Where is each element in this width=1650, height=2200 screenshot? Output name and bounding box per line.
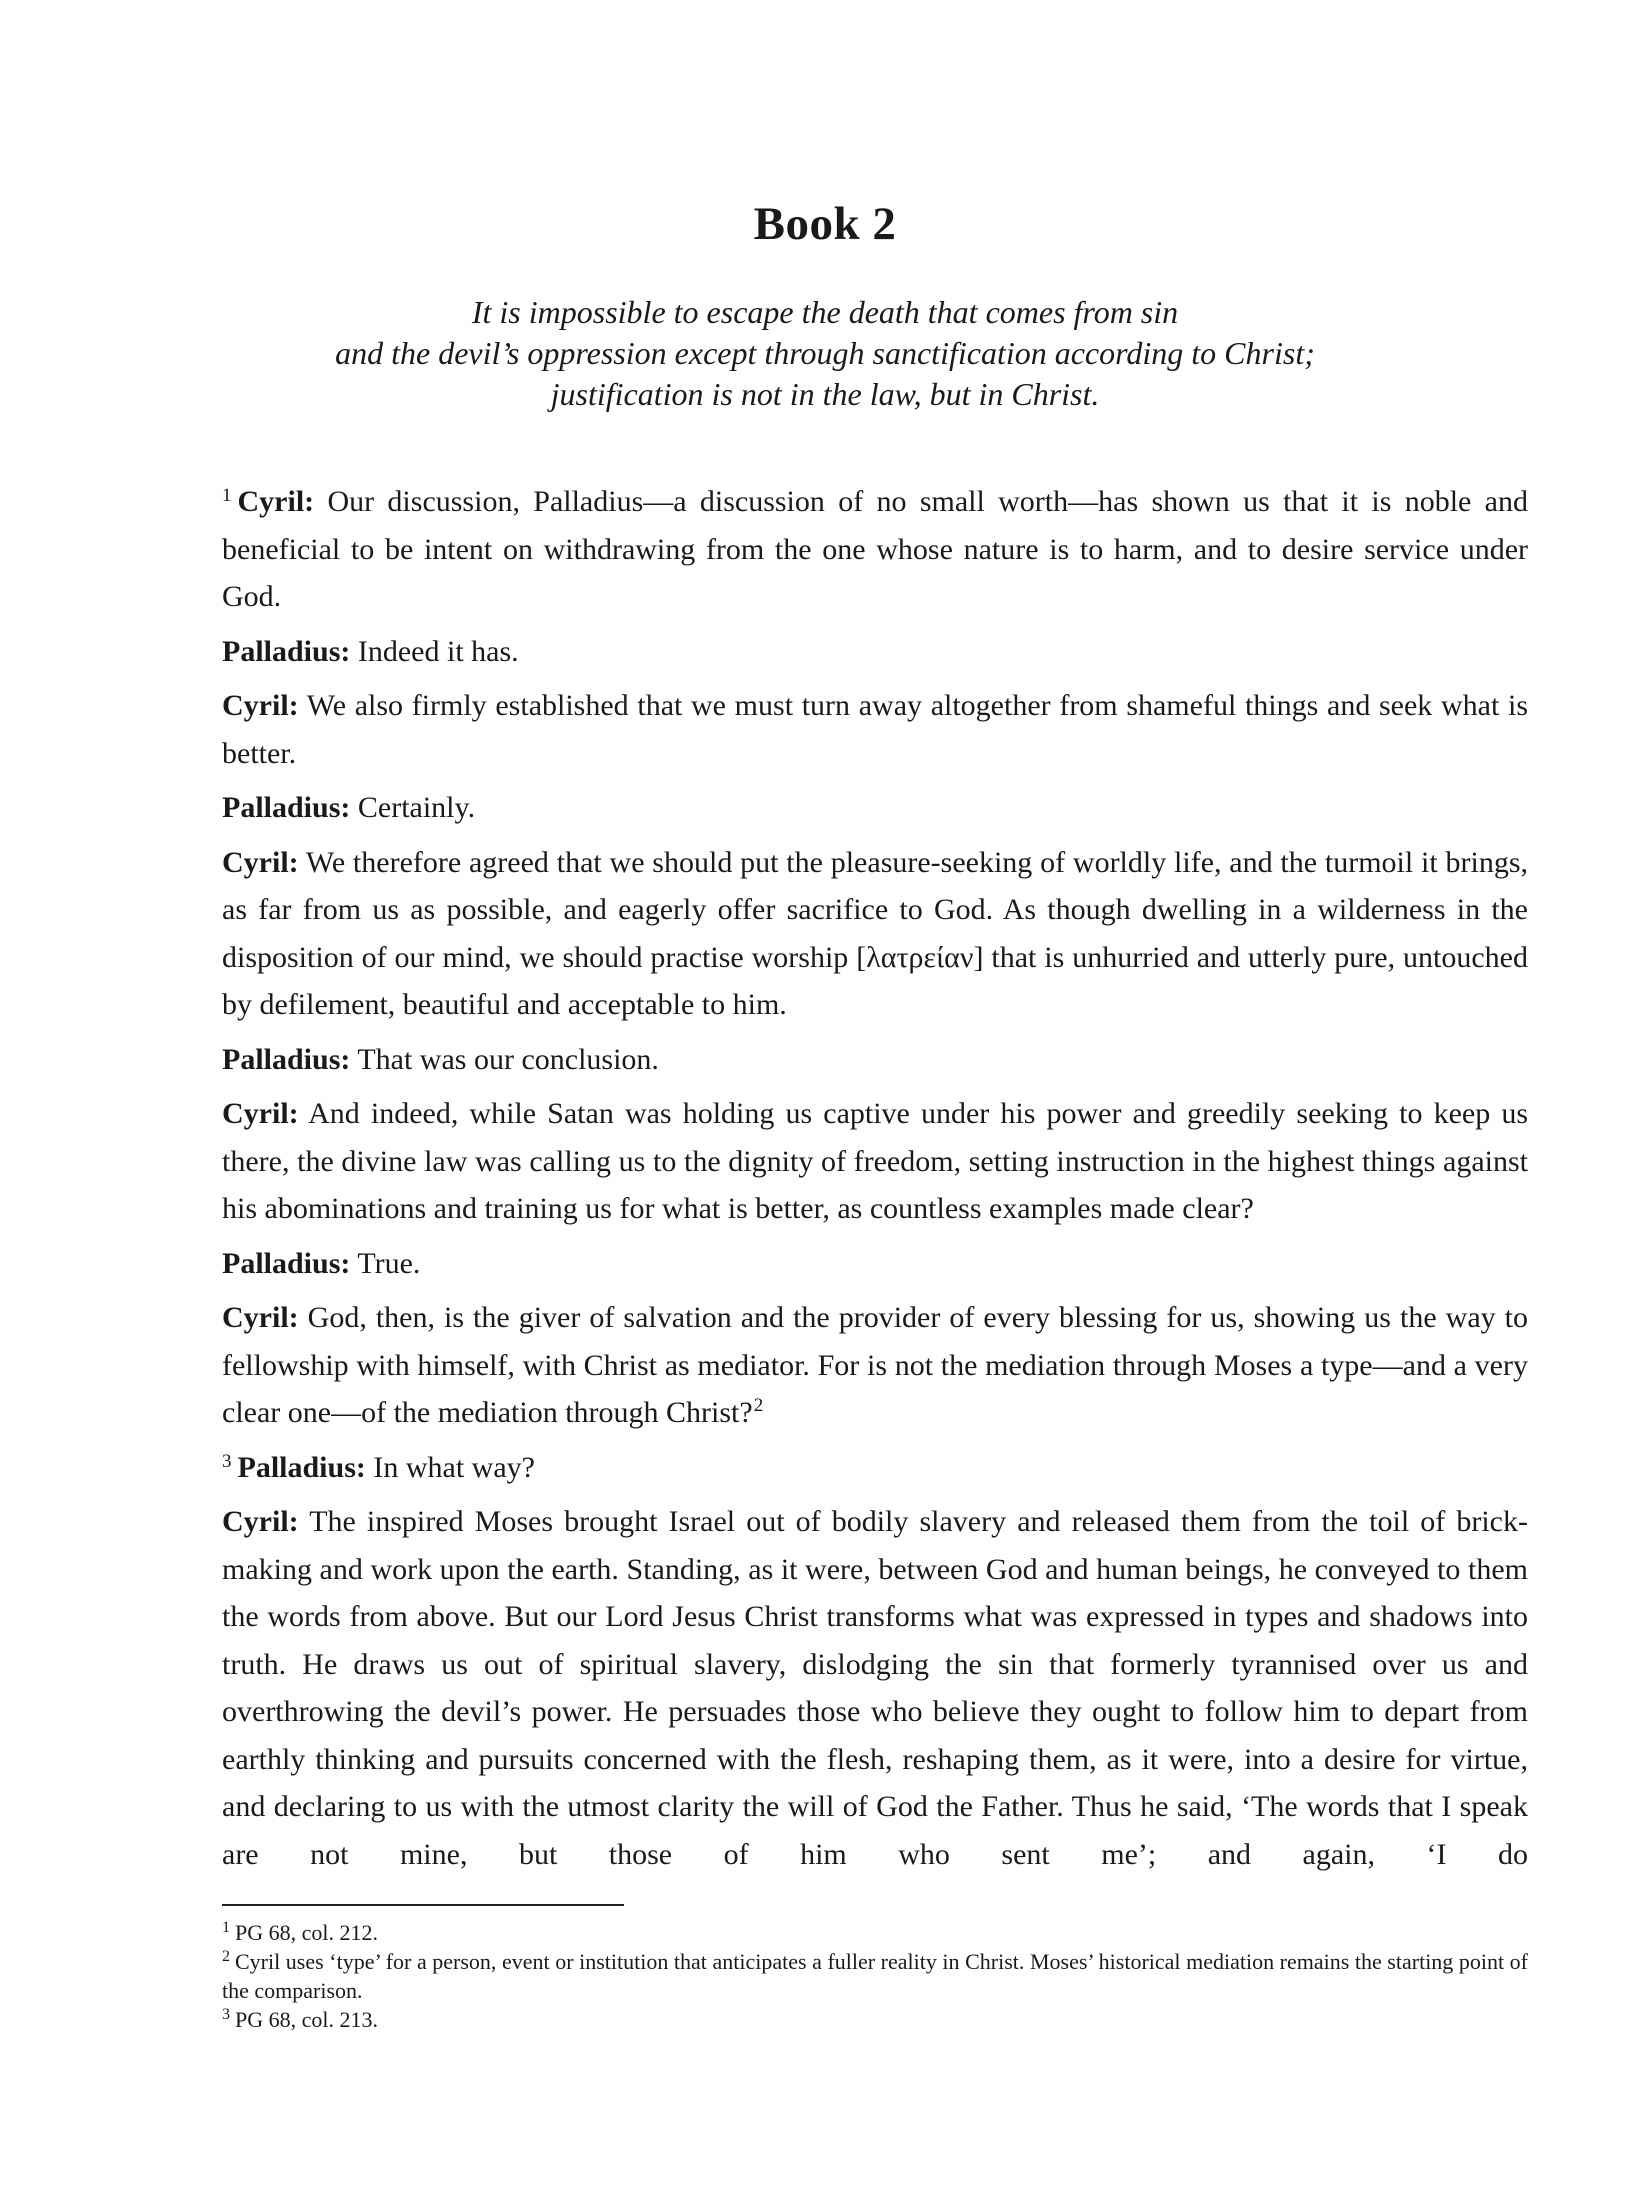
book-title: Book 2 [753, 198, 897, 250]
subtitle-line: and the devil’s oppression except through sanctification according to Christ; [335, 335, 1315, 371]
speech-text: In what way? [365, 1450, 535, 1484]
footnote-reference: 2 [753, 1395, 764, 1416]
footnote [222, 1947, 1528, 2005]
speech-text: Certainly. [350, 791, 476, 824]
speech-text: The inspired Moses brought Israel out of bodily slavery and released them from the toil of brick-making and work upon the earth. Standing, as it were, between God and human beings, he conveyed to them the words from above. But our Lord Jesus Christ transforms what was expressed in types and shadows into truth. He draws us out of spiritual slavery, dislodging the sin that formerly tyrannised over us and overthrowing the devil’s power. He persuades those who believe they ought to follow him to depart from earthly thinking and pursuits concerned with the flesh, reshaping them, as it were, into a desire for virtue, and declaring to us with the utmost clarity the will of God the Father. Thus he said, ‘The words that I speak are not mine, but those of him who sent me’; and again, ‘I do [222, 1505, 1528, 1871]
footnote [222, 2005, 1528, 2034]
speaker-name: Palladius: [222, 791, 351, 824]
dialogue-paragraph [222, 784, 1528, 832]
dialogue-paragraph [222, 628, 1528, 676]
subtitle-line: It is impossible to escape the death that comes from sin [471, 294, 1179, 330]
speech-text: And indeed, while Satan was holding us captive under his power and greedily seeking to keep us there, the divine law was calling us to the dignity of freedom, setting instruction in the highest things against his abominations and training us for what is better, as countless examples made clear? [222, 1097, 1528, 1225]
subtitle-line: justification is not in the law, but in Christ. [550, 376, 1100, 412]
footnotes-section [222, 1918, 1528, 2034]
footnote-text: Cyril uses ‘type’ for a person, event or institution that anticipates a fuller reality in Christ. Moses’ historical mediation remains the starting point of the comparison. [222, 1949, 1528, 2003]
footnote-number: 1 [222, 1919, 230, 1936]
footnote-number: 2 [222, 1948, 230, 1965]
dialogue-paragraph [222, 1036, 1528, 1084]
column-marker: 3 [222, 1450, 232, 1472]
speaker-name: Cyril: [222, 845, 299, 879]
dialogue-paragraph [222, 1090, 1528, 1233]
speaker-name: Cyril: [222, 1505, 299, 1538]
footnote-text: PG 68, col. 213. [235, 2007, 378, 2032]
speech-text: Our discussion, Palladius—a discussion of no small worth—has shown us that it is noble and beneficial to be intent on withdrawing from the one whose nature is to harm, and to desire service under God. [222, 485, 1528, 613]
speaker-name: Palladius: [222, 634, 351, 668]
speaker-name: Cyril: [222, 1301, 299, 1334]
dialogue-paragraph [222, 1294, 1528, 1437]
dialogue-paragraph [222, 1240, 1528, 1288]
dialogue-paragraph [222, 1444, 1528, 1492]
footnote [222, 1918, 1528, 1947]
footnote-text: PG 68, col. 212. [235, 1920, 378, 1945]
dialogue-paragraph [222, 478, 1528, 621]
speaker-name: Palladius: [237, 1450, 366, 1484]
speech-text: God, then, is the giver of salvation and the provider of every blessing for us, showing us the way to fellowship with himself, with Christ as mediator. For is not the mediation through Moses a type—and a very clear one—of the mediation through Christ? [222, 1301, 1528, 1429]
speech-text: That was our conclusion. [350, 1042, 659, 1076]
speech-text: True. [350, 1246, 421, 1280]
footnote-number: 3 [222, 2006, 230, 2023]
dialogue-paragraph [222, 1498, 1528, 1878]
speaker-name: Cyril: [222, 689, 299, 722]
speaker-name: Cyril: [237, 485, 315, 518]
column-marker: 1 [222, 485, 232, 506]
speech-text: Indeed it has. [350, 634, 519, 668]
speech-text: We therefore agreed that we should put the pleasure-seeking of worldly life, and the turmoil it brings, as far from us as possible, and eagerly offer sacrifice to God. As though dwelling in a wilderness in the disposition of our mind, we should practise worship [λατρείαν] that is unhurried and utterly pure, untouched by defilement, beautiful and acceptable to him. [222, 845, 1528, 1021]
speaker-name: Cyril: [222, 1097, 299, 1130]
dialogue-paragraph [222, 839, 1528, 1029]
dialogue-body [222, 478, 1528, 1885]
speaker-name: Palladius: [222, 1042, 351, 1076]
speaker-name: Palladius: [222, 1246, 351, 1280]
book-subtitle [0, 292, 1650, 415]
dialogue-paragraph [222, 682, 1528, 777]
speech-text: We also firmly established that we must turn away altogether from shameful things and seek what is better. [222, 689, 1528, 770]
footnote-divider [222, 1904, 624, 1906]
